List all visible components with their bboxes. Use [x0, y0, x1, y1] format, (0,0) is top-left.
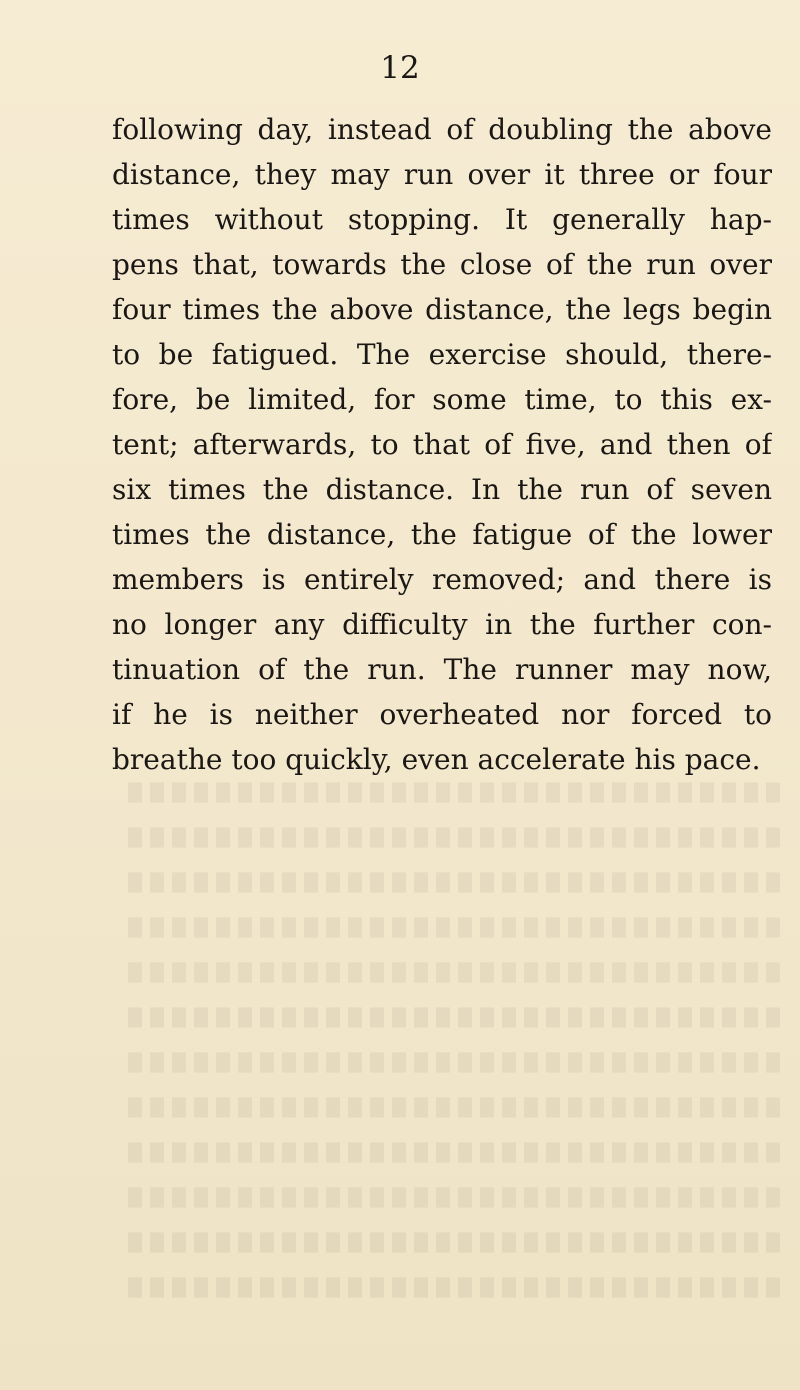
text-line: fore, be limited, for some time, to this ex-	[112, 383, 772, 416]
text-line: tent; afterwards, to that of five, and then of	[112, 428, 772, 461]
body-text	[112, 107, 772, 782]
bleed-through-texture	[120, 770, 780, 1310]
text-line: four times the above distance, the legs begin	[112, 293, 772, 326]
text-line: distance, they may run over it three or four	[112, 158, 772, 191]
text-line: times without stopping. It generally hap-	[112, 203, 772, 236]
text-line: if he is neither overheated nor forced to	[112, 698, 772, 731]
text-line: pens that, towards the close of the run over	[112, 248, 772, 281]
text-line: following day, instead of doubling the above	[112, 113, 772, 146]
text-line: breathe too quickly, even accelerate his pace.	[112, 743, 761, 776]
text-line: to be fatigued. The exercise should, there-	[112, 338, 772, 371]
text-line: members is entirely removed; and there is	[112, 563, 772, 596]
text-line: no longer any difficulty in the further con-	[112, 608, 772, 641]
text-line: times the distance, the fatigue of the lower	[112, 518, 772, 551]
text-line: six times the distance. In the run of seven	[112, 473, 772, 506]
text-line: tinuation of the run. The runner may now,	[112, 653, 772, 686]
page-number: 12	[380, 50, 420, 86]
